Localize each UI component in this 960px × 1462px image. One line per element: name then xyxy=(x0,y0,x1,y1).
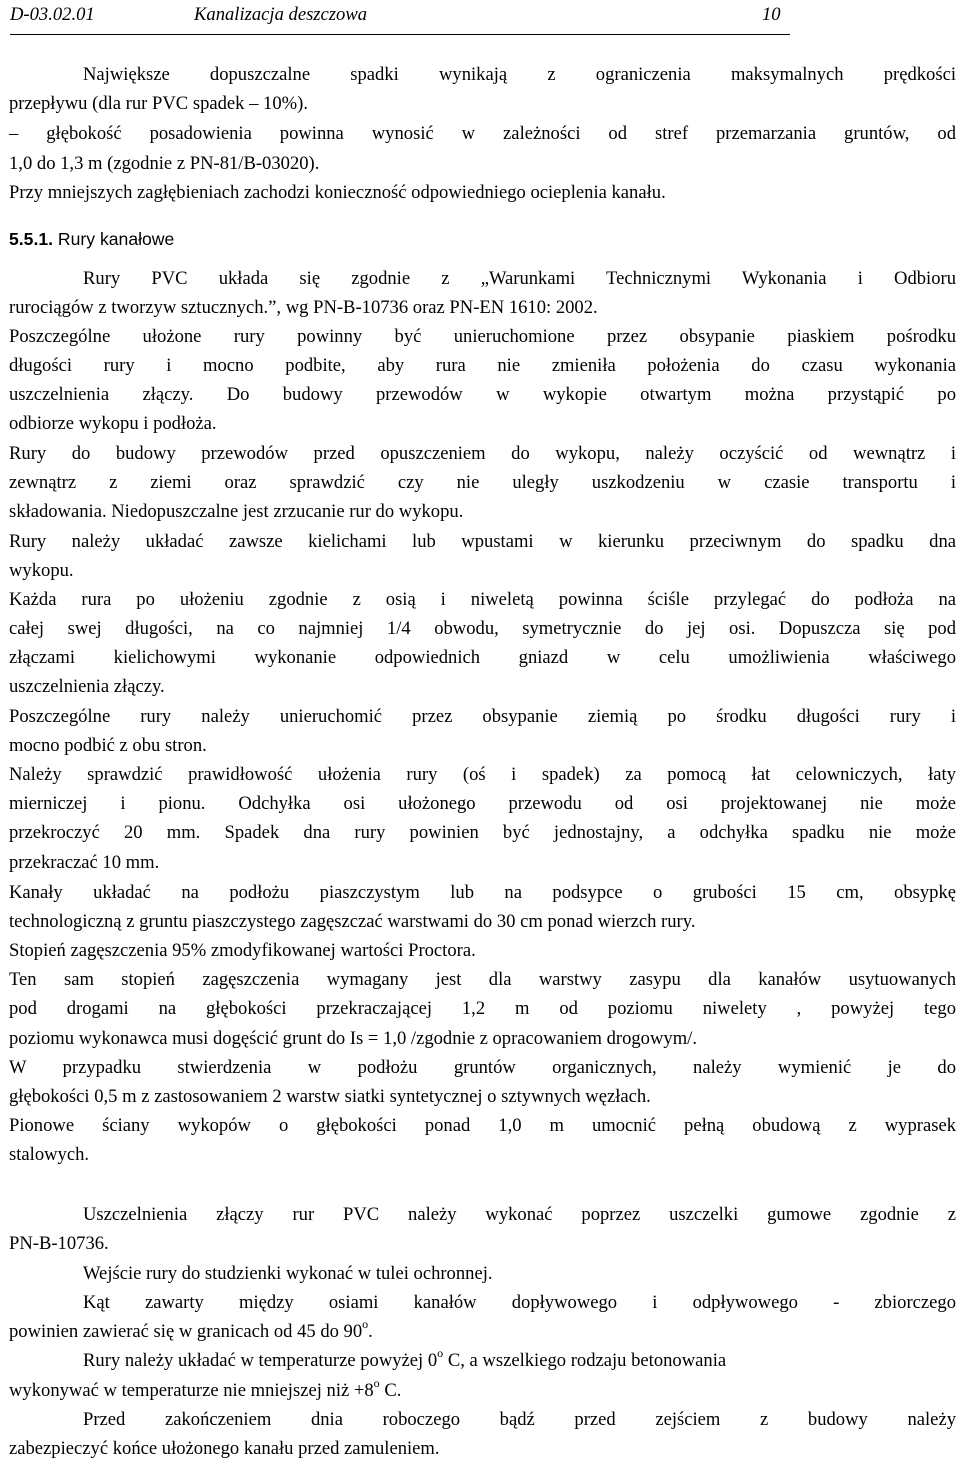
text-line: Każda rura po ułożeniu zgodnie z osią i niweletą powinna ściśle przylegać do podłoża na xyxy=(9,589,956,610)
text-line: zewnątrz z ziemi oraz sprawdzić czy nie uległy uszkodzeniu w czasie transportu i xyxy=(9,472,956,493)
section-title: Rury kanałowe xyxy=(57,229,175,249)
text-segment: . xyxy=(368,1321,373,1342)
text-line: Przy mniejszych zagłębieniach zachodzi konieczność odpowiedniego ocieplenia kanału. xyxy=(9,182,666,203)
text-line: Poszczególne ułożone rury powinny być unieruchomione przez obsypanie piaskiem pośrodku xyxy=(9,326,956,347)
text-line xyxy=(9,1316,956,1343)
text-line: poziomu wykonawca musi dogęścić grunt do Is = 1,0 /zgodnie z opracowaniem drogowym/. xyxy=(9,1028,697,1049)
text-segment: C. xyxy=(379,1380,402,1401)
text-line: W przypadku stwierdzenia w podłożu gruntów organicznych, należy wymienić je do xyxy=(9,1057,956,1078)
text-line: składowania. Niedopuszczalne jest zrzucanie rur do wykopu. xyxy=(9,501,464,522)
text-line: głębokości 0,5 m z zastosowaniem 2 warstw siatki syntetycznej o sztywnych węzłach. xyxy=(9,1086,651,1107)
text-line: Największe dopuszczalne spadki wynikają z ograniczenia maksymalnych prędkości xyxy=(83,64,956,85)
text-line: uszczelnienia złączy. Do budowy przewodów w wykopie otwartym można przystąpić po xyxy=(9,384,956,405)
text-line: Wejście rury do studzienki wykonać w tulei ochronnej. xyxy=(83,1263,493,1284)
text-line: przekroczyć 20 mm. Spadek dna rury powinien być jednostajny, a odchyłka spadku nie może xyxy=(9,822,956,843)
page-number: 10 xyxy=(762,4,781,25)
text-line: Ten sam stopień zagęszczenia wymagany jest dla warstwy zasypu dla kanałów usytuowanych xyxy=(9,969,956,990)
text-line: zabezpieczyć końce ułożonego kanału przed zamuleniem. xyxy=(9,1438,440,1459)
text-segment: C, a wszelkiego rodzaju betonowania xyxy=(443,1350,727,1371)
text-line: Poszczególne rury należy unieruchomić przez obsypanie ziemią po środku długości rury i xyxy=(9,706,956,727)
text-line: rurociągów z tworzyw sztucznych.”, wg PN-B-10736 oraz PN-EN 1610: 2002. xyxy=(9,297,598,318)
text-segment: powinien zawierać się w granicach od 45 do 90 xyxy=(9,1321,363,1342)
section-heading xyxy=(9,228,956,250)
degree-superscript: o xyxy=(437,1345,444,1360)
text-line: Przed zakończeniem dnia roboczego bądź przed zejściem z budowy należy xyxy=(83,1409,956,1430)
text-line: Kąt zawarty między osiami kanałów dopływowego i odpływowego - zbiorczego xyxy=(83,1292,956,1313)
text-line: mocno podbić z obu stron. xyxy=(9,735,207,756)
text-line: wykopu. xyxy=(9,560,74,581)
text-segment: Rury należy układać w temperaturze powyżej 0 xyxy=(83,1350,438,1371)
text-line: złączami kielichowymi wykonanie odpowiednich gniazd w celu umożliwienia właściwego xyxy=(9,647,956,668)
text-line: 1,0 do 1,3 m (zgodnie z PN-81/B-03020). xyxy=(9,153,320,174)
text-line: Pionowe ściany wykopów o głębokości ponad 1,0 m umocnić pełną obudową z wyprasek xyxy=(9,1115,956,1136)
list-item-text: – głębokość posadowienia powinna wynosić w zależności od stref przemarzania gruntów, od xyxy=(9,123,956,144)
text-segment: wykonywać w temperaturze nie mniejszej niż +8 xyxy=(9,1380,374,1401)
text-line: Należy sprawdzić prawidłowość ułożenia rury (oś i spadek) za pomocą łat celowniczych, łaty xyxy=(9,764,956,785)
text-line: odbiorze wykopu i podłoża. xyxy=(9,413,217,434)
text-line: Rury PVC układa się zgodnie z „Warunkami Technicznymi Wykonania i Odbioru xyxy=(83,268,956,289)
text-line: Rury należy układać zawsze kielichami lub wpustami w kierunku przeciwnym do spadku dna xyxy=(9,531,956,552)
document-code: D-03.02.01 xyxy=(10,4,95,25)
text-line: PN-B-10736. xyxy=(9,1233,109,1254)
degree-superscript: o xyxy=(373,1375,380,1390)
text-line: długości rury i mocno podbite, aby rura nie zmieniła położenia do czasu wykonania xyxy=(9,355,956,376)
text-line: całej swej długości, na co najmniej 1/4 obwodu, symetrycznie do jej osi. Dopuszcza się pod xyxy=(9,618,956,639)
section-number: 5.5.1. xyxy=(9,229,54,249)
text-line: Stopień zagęszczenia 95% zmodyfikowanej wartości Proctora. xyxy=(9,940,476,961)
text-line: przepływu (dla rur PVC spadek – 10%). xyxy=(9,93,308,114)
text-line: technologiczną z gruntu piaszczystego zagęszczać warstwami do 30 cm ponad wierzch rury. xyxy=(9,911,696,932)
text-line: przekraczać 10 mm. xyxy=(9,852,160,873)
degree-superscript: o xyxy=(362,1316,369,1331)
text-line xyxy=(9,1375,956,1402)
text-line: uszczelnienia złączy. xyxy=(9,676,165,697)
text-line: mierniczej i pionu. Odchyłka osi ułożonego przewodu od osi projektowanej nie może xyxy=(9,793,956,814)
text-line: Rury do budowy przewodów przed opuszczeniem do wykopu, należy oczyścić od wewnątrz i xyxy=(9,443,956,464)
text-line: Kanały układać na podłożu piaszczystym lub na podsypce o grubości 15 cm, obsypkę xyxy=(9,882,956,903)
document-title: Kanalizacja deszczowa xyxy=(194,4,368,25)
page-header xyxy=(10,4,790,35)
text-line: Uszczelnienia złączy rur PVC należy wykonać poprzez uszczelki gumowe zgodnie z xyxy=(83,1204,956,1225)
text-line xyxy=(83,1345,956,1372)
text-line: pod drogami na głębokości przekraczającej 1,2 m od poziomu niwelety , powyżej tego xyxy=(9,998,956,1019)
text-line: stalowych. xyxy=(9,1144,90,1165)
